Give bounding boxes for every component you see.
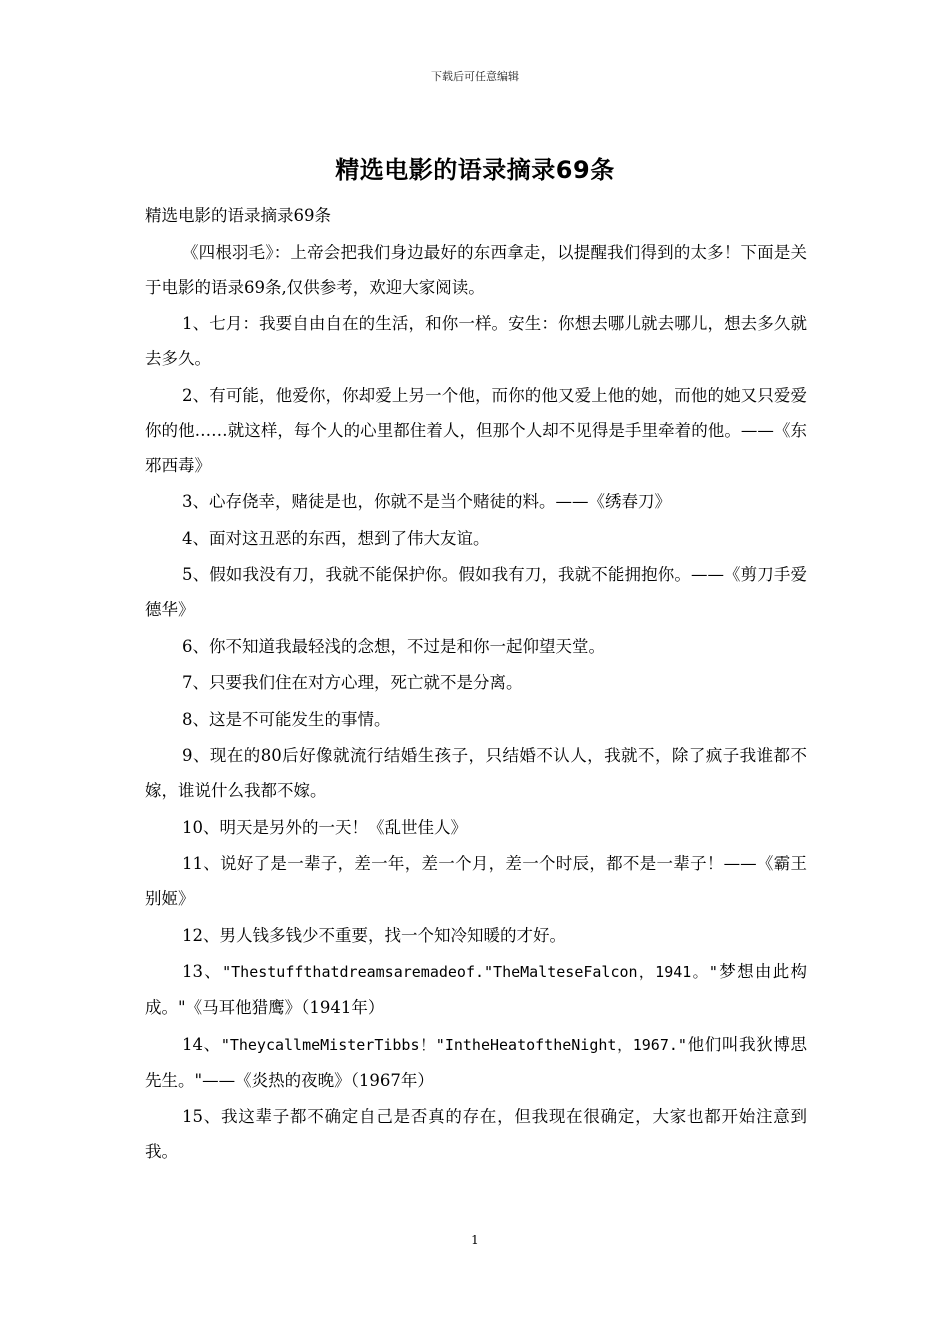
quote-paragraph: 12、男人钱多钱少不重要，找一个知冷知暖的才好。 <box>182 925 566 945</box>
quote-paragraph: 9、现在的80后好像就流行结婚生孩子，只结婚不认人，我就不，除了疯子我谁都不嫁，谁说什么我都不嫁。 <box>145 746 807 800</box>
quote-paragraph: 11、说好了是一辈子，差一年，差一个月，差一个时辰，都不是一辈子！——《霸王别姬》 <box>145 854 807 908</box>
para14-english-quote: "TheycallmeMisterTibbs！"IntheHeatoftheNight，1967." <box>220 1035 687 1054</box>
subtitle: 精选电影的语录摘录69条 <box>145 206 331 225</box>
para14-suffix: 他们叫我狄博思先生。"——《炎热的夜晚》（1967年） <box>145 1034 808 1090</box>
quote-paragraph-15: 15、我这辈子都不确定自己是否真的存在，但我现在很确定，大家也都开始注意到我。 <box>145 1107 807 1161</box>
document-body <box>145 198 807 1171</box>
quote-paragraph-14 <box>145 1027 807 1098</box>
intro-paragraph: 《四根羽毛》：上帝会把我们身边最好的东西拿走，以提醒我们得到的太多！下面是关于电影的语录69条,仅供参考，欢迎大家阅读。 <box>145 242 807 297</box>
quote-paragraph: 10、明天是另外的一天！《乱世佳人》 <box>182 817 467 837</box>
para13-english-quote: "Thestuffthatdreamsaremadeof."TheMalteseFalcon，1941。" <box>222 963 718 981</box>
quote-paragraph: 6、你不知道我最轻浅的念想，不过是和你一起仰望天堂。 <box>182 636 605 656</box>
quote-paragraph-13 <box>145 954 807 1025</box>
document-title: 精选电影的语录摘录69条 <box>335 156 615 184</box>
para13-prefix: 13、 <box>182 962 223 981</box>
quote-paragraph: 5、假如我没有刀，我就不能保护你。假如我有刀，我就不能拥抱你。——《剪刀手爱德华》 <box>145 565 807 619</box>
header-note: 下载后可任意编辑 <box>431 70 519 83</box>
quote-paragraph: 7、只要我们住在对方心理，死亡就不是分离。 <box>182 673 523 692</box>
quote-paragraph: 8、这是不可能发生的事情。 <box>182 709 391 729</box>
quote-paragraph: 1、七月：我要自由自在的生活，和你一样。安生：你想去哪儿就去哪儿，想去多久就去多久。 <box>145 314 807 368</box>
para13-suffix: 梦想由此构成。"《马耳他猎鹰》（1941年） <box>145 962 808 1017</box>
quote-paragraph: 2、有可能，他爱你，你却爱上另一个他，而你的他又爱上他的她，而他的她又只爱爱你的他……就这样，每个人的心里都住着人，但那个人却不见得是手里牵着的他。——《东邪西毒》 <box>145 385 807 475</box>
quote-paragraph: 3、心存侥幸，赌徒是也，你就不是当个赌徒的料。——《绣春刀》 <box>182 492 671 511</box>
quote-paragraph: 4、面对这丑恶的东西，想到了伟大友谊。 <box>182 528 490 548</box>
para14-prefix: 14、 <box>182 1034 221 1054</box>
page-number: 1 <box>471 1233 479 1247</box>
